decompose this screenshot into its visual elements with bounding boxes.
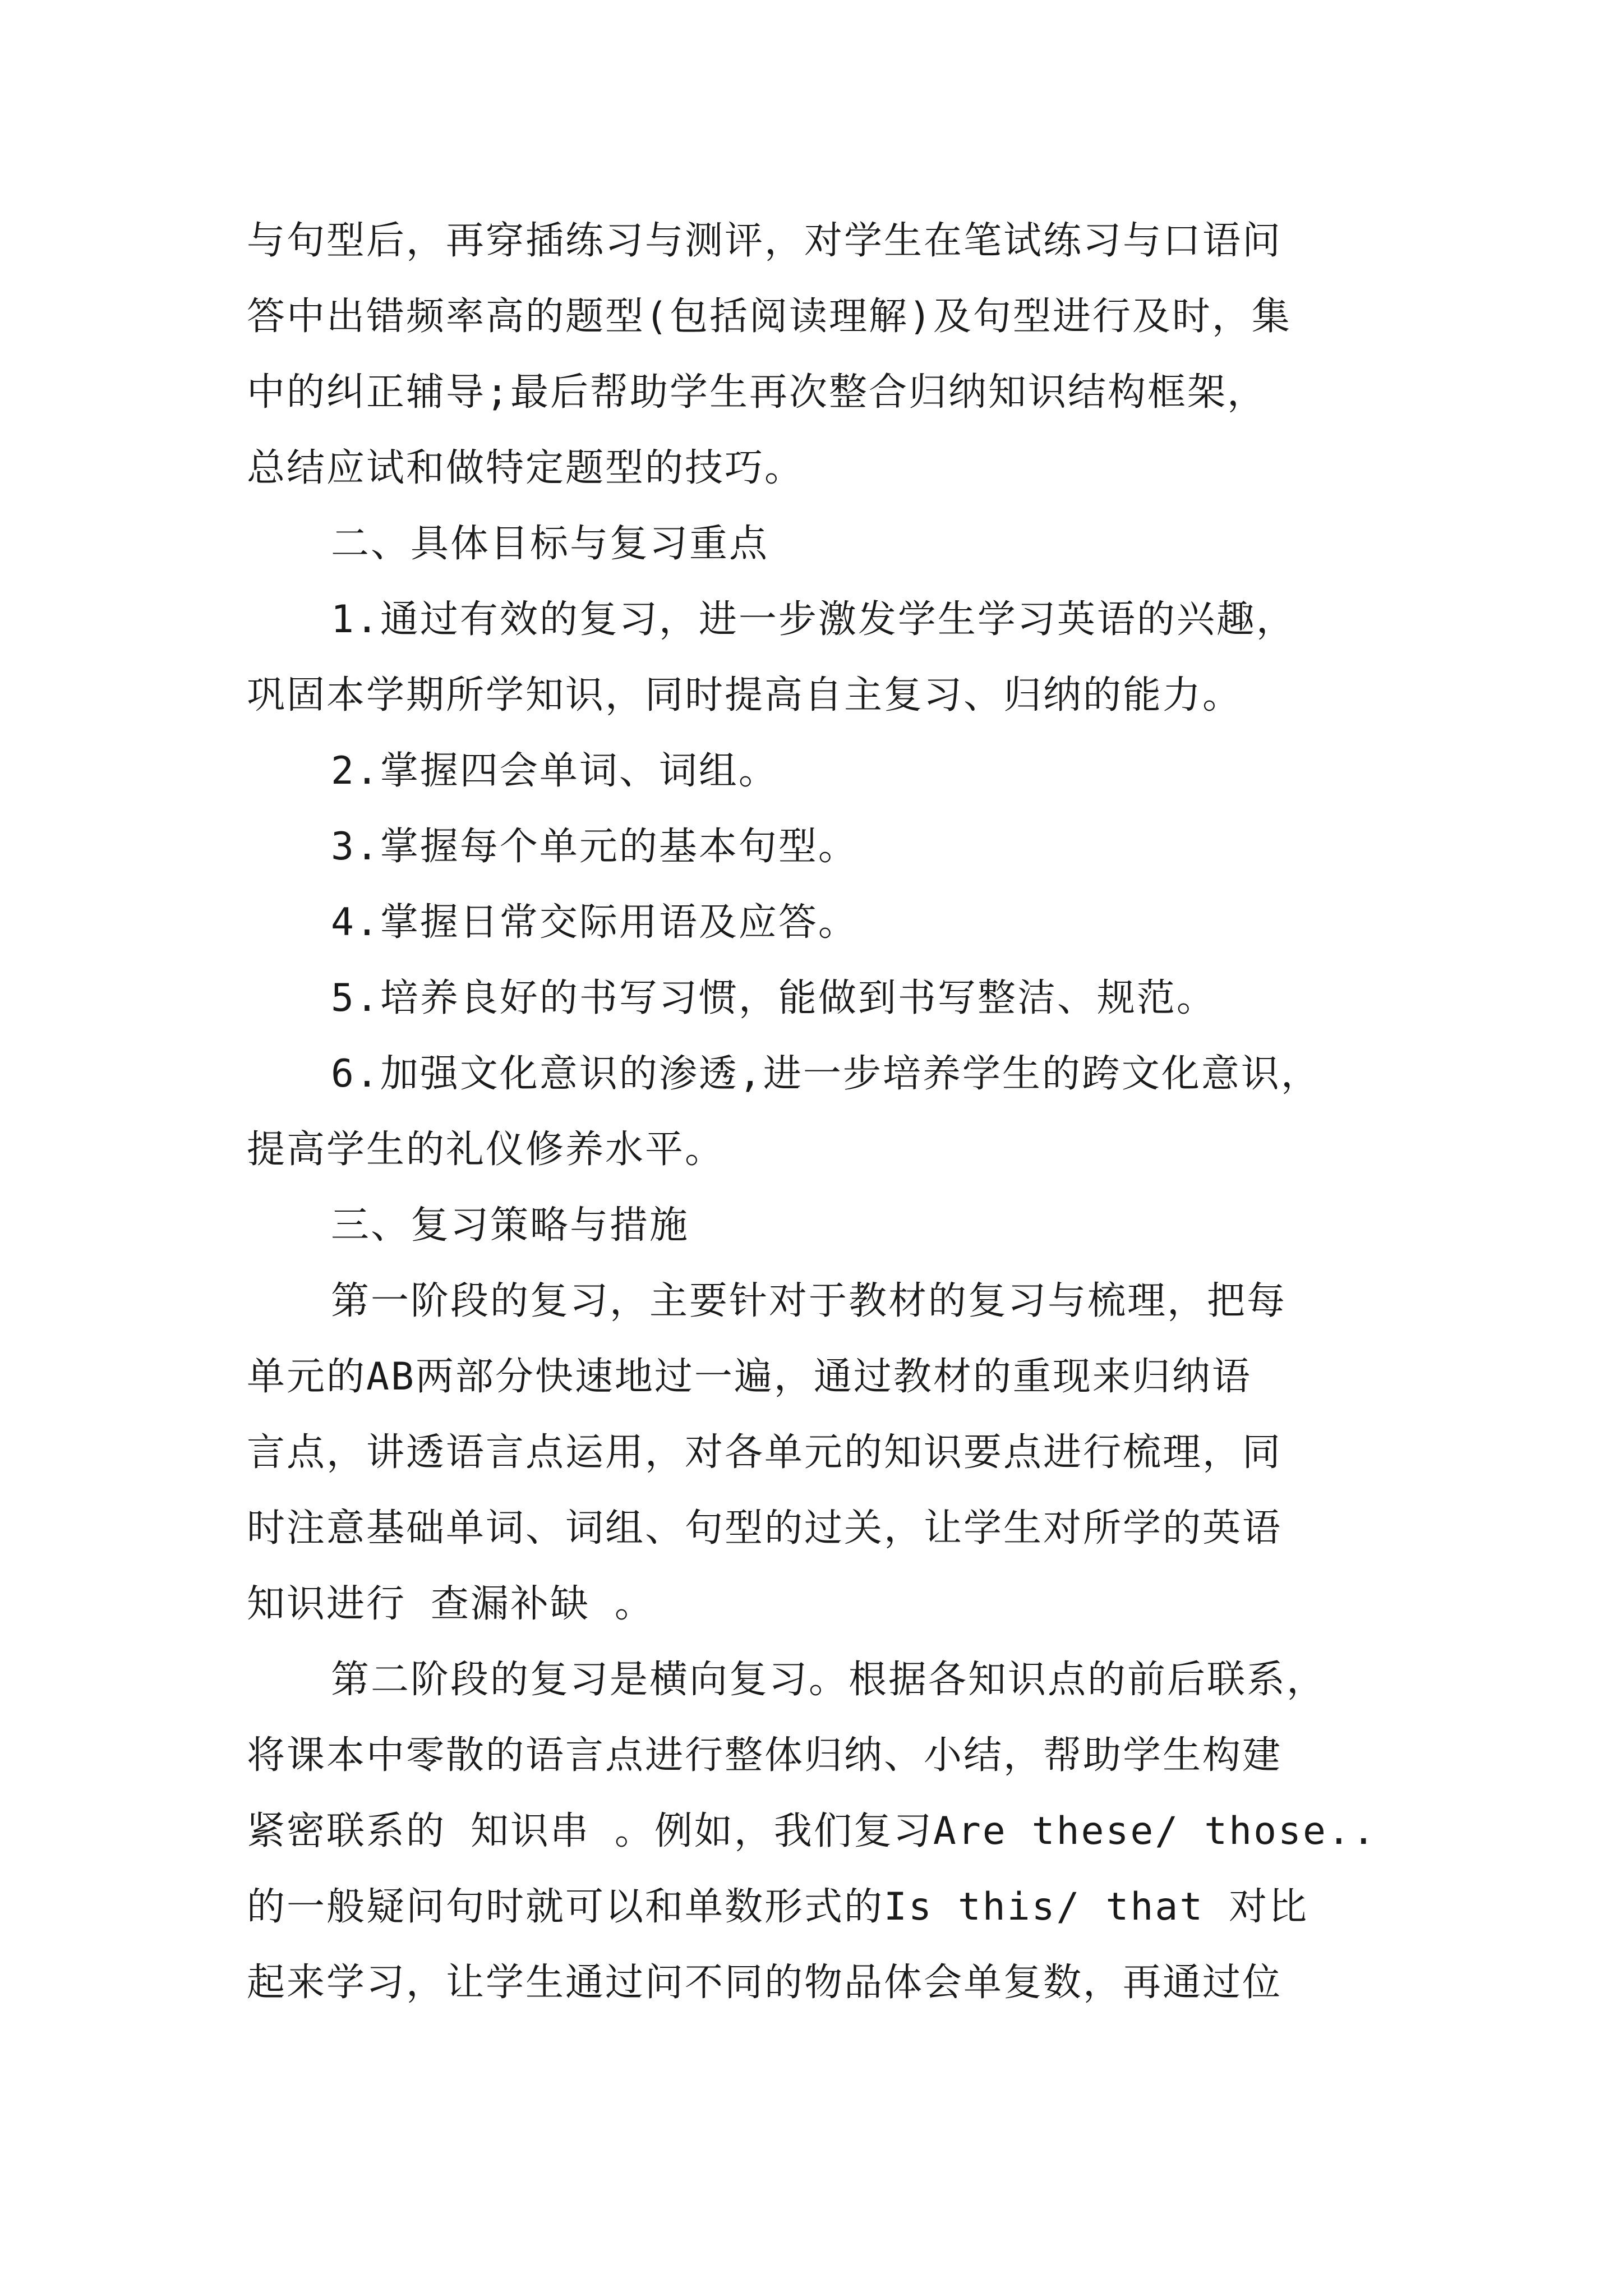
list-item: 4.掌握日常交际用语及应答。 — [331, 900, 858, 945]
list-item: 2.掌握四会单词、词组。 — [331, 749, 778, 793]
list-item: 3.掌握每个单元的基本句型。 — [331, 825, 858, 869]
list-item: 6.加强文化意识的渗透,进一步培养学生的跨文化意识， — [331, 1052, 1321, 1096]
paragraph-line: 第一阶段的复习，主要针对于教材的复习与梳理，把每 — [331, 1279, 1287, 1323]
text-line: 答中出错频率高的题型(包括阅读理解)及句型进行及时，集 — [247, 295, 1292, 339]
text-line: 知识进行 查漏补缺 。 — [247, 1582, 654, 1626]
text-line: 时注意基础单词、词组、句型的过关，让学生对所学的英语 — [247, 1506, 1283, 1550]
text-line: 中的纠正辅导;最后帮助学生再次整合归纳知识结构框架， — [247, 370, 1267, 415]
text-line: 总结应试和做特定题型的技巧。 — [247, 446, 805, 490]
text-line: 巩固本学期所学知识，同时提高自主复习、归纳的能力。 — [247, 673, 1243, 717]
text-line: 紧密联系的 知识串 。例如，我们复习Are these/ those.. — [247, 1809, 1377, 1853]
document-body — [247, 203, 1385, 2021]
text-line: 提高学生的礼仪修养水平。 — [247, 1128, 725, 1172]
list-item: 5.培养良好的书写习惯，能做到书写整洁、规范。 — [331, 976, 1216, 1020]
text-line: 与句型后，再穿插练习与测评，对学生在笔试练习与口语问 — [247, 219, 1283, 263]
text-line: 起来学习，让学生通过问不同的物品体会单复数，再通过位 — [247, 1961, 1283, 2005]
text-line: 单元的AB两部分快速地过一遍，通过教材的重现来归纳语 — [247, 1355, 1252, 1399]
text-line: 言点，讲透语言点运用，对各单元的知识要点进行梳理，同 — [247, 1430, 1283, 1475]
paragraph-line: 第二阶段的复习是横向复习。根据各知识点的前后联系， — [331, 1658, 1327, 1702]
section-heading: 三、复习策略与措施 — [331, 1203, 690, 1248]
text-line: 将课本中零散的语言点进行整体归纳、小结，帮助学生构建 — [247, 1733, 1283, 1778]
section-heading: 二、具体目标与复习重点 — [331, 522, 769, 566]
text-line: 的一般疑问句时就可以和单数形式的Is this/ that 对比 — [247, 1885, 1309, 1929]
list-item: 1.通过有效的复习，进一步激发学生学习英语的兴趣， — [331, 597, 1296, 642]
